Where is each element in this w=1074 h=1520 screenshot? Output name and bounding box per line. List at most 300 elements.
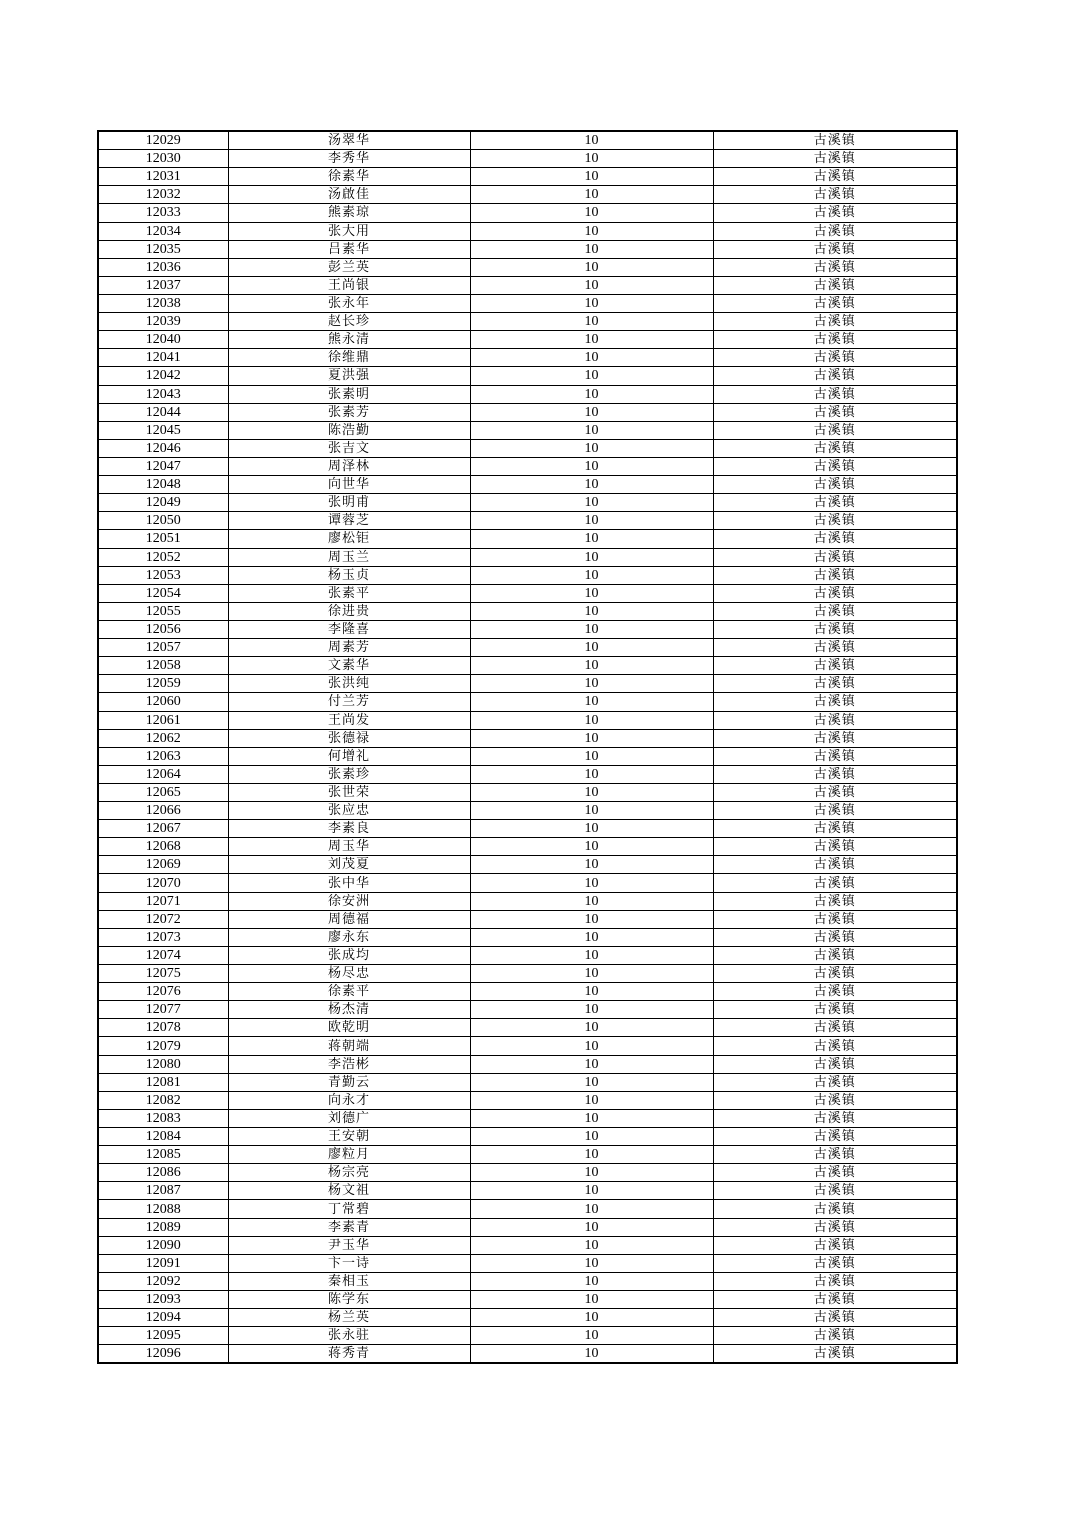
id-cell: 12035 xyxy=(98,240,228,258)
table-row xyxy=(98,204,957,222)
id-cell: 12039 xyxy=(98,313,228,331)
id-cell: 12044 xyxy=(98,403,228,421)
table-row xyxy=(98,512,957,530)
town-cell: 古溪镇 xyxy=(713,1291,957,1309)
table-row xyxy=(98,711,957,729)
id-cell: 12040 xyxy=(98,331,228,349)
table-row xyxy=(98,1109,957,1127)
town-cell: 古溪镇 xyxy=(713,294,957,312)
table-row xyxy=(98,1055,957,1073)
id-cell: 12051 xyxy=(98,530,228,548)
town-cell: 古溪镇 xyxy=(713,584,957,602)
id-cell: 12077 xyxy=(98,1001,228,1019)
town-cell: 古溪镇 xyxy=(713,965,957,983)
town-cell: 古溪镇 xyxy=(713,1200,957,1218)
id-cell: 12048 xyxy=(98,476,228,494)
name-cell: 徐维鼎 xyxy=(228,349,470,367)
table-row xyxy=(98,150,957,168)
id-cell: 12041 xyxy=(98,349,228,367)
amount-cell: 10 xyxy=(470,512,713,530)
name-cell: 张洪纯 xyxy=(228,675,470,693)
name-cell: 卞一诗 xyxy=(228,1254,470,1272)
amount-cell: 10 xyxy=(470,331,713,349)
town-cell: 古溪镇 xyxy=(713,204,957,222)
name-cell: 文素华 xyxy=(228,657,470,675)
id-cell: 12079 xyxy=(98,1037,228,1055)
amount-cell: 10 xyxy=(470,403,713,421)
name-cell: 张永年 xyxy=(228,294,470,312)
town-cell: 古溪镇 xyxy=(713,711,957,729)
name-cell: 秦相玉 xyxy=(228,1272,470,1290)
amount-cell: 10 xyxy=(470,1164,713,1182)
name-cell: 周泽林 xyxy=(228,457,470,475)
town-cell: 古溪镇 xyxy=(713,820,957,838)
town-cell: 古溪镇 xyxy=(713,1327,957,1345)
table-row xyxy=(98,693,957,711)
amount-cell: 10 xyxy=(470,946,713,964)
table-row xyxy=(98,1019,957,1037)
table-row xyxy=(98,1164,957,1182)
amount-cell: 10 xyxy=(470,494,713,512)
amount-cell: 10 xyxy=(470,675,713,693)
town-cell: 古溪镇 xyxy=(713,1254,957,1272)
table-row xyxy=(98,421,957,439)
name-cell: 周玉华 xyxy=(228,838,470,856)
town-cell: 古溪镇 xyxy=(713,928,957,946)
town-cell: 古溪镇 xyxy=(713,186,957,204)
id-cell: 12081 xyxy=(98,1073,228,1091)
name-cell: 汤翠华 xyxy=(228,131,470,150)
name-cell: 徐素华 xyxy=(228,168,470,186)
name-cell: 何增礼 xyxy=(228,747,470,765)
name-cell: 杨宗亮 xyxy=(228,1164,470,1182)
town-cell: 古溪镇 xyxy=(713,856,957,874)
town-cell: 古溪镇 xyxy=(713,1236,957,1254)
id-cell: 12063 xyxy=(98,747,228,765)
name-cell: 王安朝 xyxy=(228,1128,470,1146)
name-cell: 陈浩勤 xyxy=(228,421,470,439)
table-row xyxy=(98,874,957,892)
name-cell: 周德福 xyxy=(228,910,470,928)
name-cell: 蒋朝端 xyxy=(228,1037,470,1055)
amount-cell: 10 xyxy=(470,548,713,566)
table-row xyxy=(98,1001,957,1019)
table-row xyxy=(98,240,957,258)
amount-cell: 10 xyxy=(470,367,713,385)
amount-cell: 10 xyxy=(470,1236,713,1254)
name-cell: 徐进贵 xyxy=(228,602,470,620)
name-cell: 刘德广 xyxy=(228,1109,470,1127)
id-cell: 12074 xyxy=(98,946,228,964)
amount-cell: 10 xyxy=(470,258,713,276)
amount-cell: 10 xyxy=(470,1128,713,1146)
id-cell: 12086 xyxy=(98,1164,228,1182)
name-cell: 丁常碧 xyxy=(228,1200,470,1218)
table-row xyxy=(98,602,957,620)
name-cell: 李素良 xyxy=(228,820,470,838)
amount-cell: 10 xyxy=(470,711,713,729)
id-cell: 12045 xyxy=(98,421,228,439)
name-cell: 李秀华 xyxy=(228,150,470,168)
table-row xyxy=(98,856,957,874)
id-cell: 12059 xyxy=(98,675,228,693)
name-cell: 廖松钜 xyxy=(228,530,470,548)
id-cell: 12082 xyxy=(98,1091,228,1109)
id-cell: 12070 xyxy=(98,874,228,892)
id-cell: 12090 xyxy=(98,1236,228,1254)
id-cell: 12076 xyxy=(98,983,228,1001)
amount-cell: 10 xyxy=(470,729,713,747)
amount-cell: 10 xyxy=(470,910,713,928)
amount-cell: 10 xyxy=(470,1200,713,1218)
id-cell: 12065 xyxy=(98,783,228,801)
town-cell: 古溪镇 xyxy=(713,1164,957,1182)
amount-cell: 10 xyxy=(470,584,713,602)
name-cell: 张明甫 xyxy=(228,494,470,512)
town-cell: 古溪镇 xyxy=(713,240,957,258)
id-cell: 12057 xyxy=(98,639,228,657)
town-cell: 古溪镇 xyxy=(713,222,957,240)
id-cell: 12091 xyxy=(98,1254,228,1272)
name-cell: 廖永东 xyxy=(228,928,470,946)
table-row xyxy=(98,639,957,657)
name-cell: 徐素平 xyxy=(228,983,470,1001)
table-row xyxy=(98,983,957,1001)
id-cell: 12067 xyxy=(98,820,228,838)
table-row xyxy=(98,1218,957,1236)
table-row xyxy=(98,1309,957,1327)
town-cell: 古溪镇 xyxy=(713,657,957,675)
name-cell: 周玉兰 xyxy=(228,548,470,566)
town-cell: 古溪镇 xyxy=(713,403,957,421)
amount-cell: 10 xyxy=(470,421,713,439)
name-cell: 李浩彬 xyxy=(228,1055,470,1073)
table-row xyxy=(98,258,957,276)
table-row xyxy=(98,802,957,820)
town-cell: 古溪镇 xyxy=(713,1182,957,1200)
id-cell: 12062 xyxy=(98,729,228,747)
name-cell: 李素青 xyxy=(228,1218,470,1236)
town-cell: 古溪镇 xyxy=(713,494,957,512)
town-cell: 古溪镇 xyxy=(713,1146,957,1164)
amount-cell: 10 xyxy=(470,620,713,638)
table-row xyxy=(98,783,957,801)
town-cell: 古溪镇 xyxy=(713,421,957,439)
name-cell: 李隆喜 xyxy=(228,620,470,638)
table-row xyxy=(98,439,957,457)
town-cell: 古溪镇 xyxy=(713,783,957,801)
name-cell: 向世华 xyxy=(228,476,470,494)
table-row xyxy=(98,1128,957,1146)
id-cell: 12036 xyxy=(98,258,228,276)
id-cell: 12054 xyxy=(98,584,228,602)
amount-cell: 10 xyxy=(470,639,713,657)
amount-cell: 10 xyxy=(470,1309,713,1327)
name-cell: 尹玉华 xyxy=(228,1236,470,1254)
table-row xyxy=(98,168,957,186)
id-cell: 12038 xyxy=(98,294,228,312)
table-row xyxy=(98,820,957,838)
id-cell: 12069 xyxy=(98,856,228,874)
table-row xyxy=(98,1182,957,1200)
town-cell: 古溪镇 xyxy=(713,1345,957,1364)
amount-cell: 10 xyxy=(470,1055,713,1073)
amount-cell: 10 xyxy=(470,1091,713,1109)
table-row xyxy=(98,457,957,475)
amount-cell: 10 xyxy=(470,1291,713,1309)
name-cell: 廖粒月 xyxy=(228,1146,470,1164)
id-cell: 12078 xyxy=(98,1019,228,1037)
table-row xyxy=(98,928,957,946)
name-cell: 王尚银 xyxy=(228,276,470,294)
table-row xyxy=(98,331,957,349)
town-cell: 古溪镇 xyxy=(713,874,957,892)
name-cell: 张素明 xyxy=(228,385,470,403)
amount-cell: 10 xyxy=(470,820,713,838)
amount-cell: 10 xyxy=(470,874,713,892)
id-cell: 12043 xyxy=(98,385,228,403)
town-cell: 古溪镇 xyxy=(713,168,957,186)
table-row xyxy=(98,222,957,240)
roster-table-body xyxy=(98,131,957,1363)
table-row xyxy=(98,1236,957,1254)
name-cell: 张吉文 xyxy=(228,439,470,457)
amount-cell: 10 xyxy=(470,530,713,548)
amount-cell: 10 xyxy=(470,693,713,711)
id-cell: 12068 xyxy=(98,838,228,856)
id-cell: 12075 xyxy=(98,965,228,983)
name-cell: 熊永清 xyxy=(228,331,470,349)
amount-cell: 10 xyxy=(470,186,713,204)
table-row xyxy=(98,349,957,367)
table-row xyxy=(98,765,957,783)
id-cell: 12061 xyxy=(98,711,228,729)
amount-cell: 10 xyxy=(470,1182,713,1200)
amount-cell: 10 xyxy=(470,747,713,765)
table-row xyxy=(98,1200,957,1218)
table-row xyxy=(98,1272,957,1290)
name-cell: 夏洪强 xyxy=(228,367,470,385)
town-cell: 古溪镇 xyxy=(713,1037,957,1055)
town-cell: 古溪镇 xyxy=(713,1073,957,1091)
name-cell: 吕素华 xyxy=(228,240,470,258)
table-row xyxy=(98,965,957,983)
table-row xyxy=(98,1345,957,1364)
name-cell: 付兰芳 xyxy=(228,693,470,711)
town-cell: 古溪镇 xyxy=(713,1055,957,1073)
amount-cell: 10 xyxy=(470,457,713,475)
id-cell: 12066 xyxy=(98,802,228,820)
id-cell: 12096 xyxy=(98,1345,228,1364)
name-cell: 张素芳 xyxy=(228,403,470,421)
name-cell: 谭蓉芝 xyxy=(228,512,470,530)
amount-cell: 10 xyxy=(470,1327,713,1345)
town-cell: 古溪镇 xyxy=(713,457,957,475)
town-cell: 古溪镇 xyxy=(713,439,957,457)
id-cell: 12056 xyxy=(98,620,228,638)
town-cell: 古溪镇 xyxy=(713,602,957,620)
town-cell: 古溪镇 xyxy=(713,729,957,747)
amount-cell: 10 xyxy=(470,240,713,258)
town-cell: 古溪镇 xyxy=(713,675,957,693)
name-cell: 杨杰清 xyxy=(228,1001,470,1019)
amount-cell: 10 xyxy=(470,313,713,331)
table-row xyxy=(98,747,957,765)
id-cell: 12029 xyxy=(98,131,228,150)
name-cell: 彭兰英 xyxy=(228,258,470,276)
amount-cell: 10 xyxy=(470,385,713,403)
table-row xyxy=(98,1146,957,1164)
table-row xyxy=(98,1291,957,1309)
table-row xyxy=(98,403,957,421)
amount-cell: 10 xyxy=(470,657,713,675)
town-cell: 古溪镇 xyxy=(713,566,957,584)
amount-cell: 10 xyxy=(470,168,713,186)
table-row xyxy=(98,367,957,385)
id-cell: 12050 xyxy=(98,512,228,530)
id-cell: 12084 xyxy=(98,1128,228,1146)
amount-cell: 10 xyxy=(470,1218,713,1236)
town-cell: 古溪镇 xyxy=(713,258,957,276)
id-cell: 12088 xyxy=(98,1200,228,1218)
amount-cell: 10 xyxy=(470,1272,713,1290)
town-cell: 古溪镇 xyxy=(713,1109,957,1127)
amount-cell: 10 xyxy=(470,150,713,168)
table-row xyxy=(98,946,957,964)
id-cell: 12052 xyxy=(98,548,228,566)
name-cell: 王尚发 xyxy=(228,711,470,729)
table-row xyxy=(98,584,957,602)
name-cell: 蒋秀青 xyxy=(228,1345,470,1364)
name-cell: 杨尽忠 xyxy=(228,965,470,983)
id-cell: 12087 xyxy=(98,1182,228,1200)
name-cell: 张大用 xyxy=(228,222,470,240)
table-row xyxy=(98,1073,957,1091)
amount-cell: 10 xyxy=(470,349,713,367)
town-cell: 古溪镇 xyxy=(713,892,957,910)
name-cell: 张素珍 xyxy=(228,765,470,783)
roster-table xyxy=(97,130,958,1364)
amount-cell: 10 xyxy=(470,439,713,457)
town-cell: 古溪镇 xyxy=(713,620,957,638)
town-cell: 古溪镇 xyxy=(713,1019,957,1037)
id-cell: 12046 xyxy=(98,439,228,457)
table-row xyxy=(98,276,957,294)
town-cell: 古溪镇 xyxy=(713,1091,957,1109)
table-row xyxy=(98,892,957,910)
town-cell: 古溪镇 xyxy=(713,693,957,711)
town-cell: 古溪镇 xyxy=(713,802,957,820)
table-row xyxy=(98,910,957,928)
id-cell: 12092 xyxy=(98,1272,228,1290)
amount-cell: 10 xyxy=(470,222,713,240)
table-row xyxy=(98,131,957,150)
name-cell: 张世荣 xyxy=(228,783,470,801)
town-cell: 古溪镇 xyxy=(713,476,957,494)
amount-cell: 10 xyxy=(470,276,713,294)
id-cell: 12031 xyxy=(98,168,228,186)
town-cell: 古溪镇 xyxy=(713,367,957,385)
id-cell: 12033 xyxy=(98,204,228,222)
town-cell: 古溪镇 xyxy=(713,747,957,765)
id-cell: 12058 xyxy=(98,657,228,675)
town-cell: 古溪镇 xyxy=(713,349,957,367)
amount-cell: 10 xyxy=(470,892,713,910)
table-row xyxy=(98,313,957,331)
amount-cell: 10 xyxy=(470,1037,713,1055)
town-cell: 古溪镇 xyxy=(713,946,957,964)
name-cell: 向永才 xyxy=(228,1091,470,1109)
table-row xyxy=(98,494,957,512)
name-cell: 张成均 xyxy=(228,946,470,964)
table-row xyxy=(98,1327,957,1345)
id-cell: 12085 xyxy=(98,1146,228,1164)
table-row xyxy=(98,530,957,548)
amount-cell: 10 xyxy=(470,765,713,783)
town-cell: 古溪镇 xyxy=(713,765,957,783)
amount-cell: 10 xyxy=(470,602,713,620)
id-cell: 12030 xyxy=(98,150,228,168)
town-cell: 古溪镇 xyxy=(713,530,957,548)
amount-cell: 10 xyxy=(470,983,713,1001)
town-cell: 古溪镇 xyxy=(713,838,957,856)
table-row xyxy=(98,620,957,638)
table-row xyxy=(98,566,957,584)
name-cell: 陈学东 xyxy=(228,1291,470,1309)
table-row xyxy=(98,1037,957,1055)
amount-cell: 10 xyxy=(470,856,713,874)
id-cell: 12047 xyxy=(98,457,228,475)
id-cell: 12064 xyxy=(98,765,228,783)
amount-cell: 10 xyxy=(470,204,713,222)
table-row xyxy=(98,1254,957,1272)
town-cell: 古溪镇 xyxy=(713,150,957,168)
name-cell: 杨玉贞 xyxy=(228,566,470,584)
name-cell: 张应忠 xyxy=(228,802,470,820)
town-cell: 古溪镇 xyxy=(713,313,957,331)
amount-cell: 10 xyxy=(470,1109,713,1127)
name-cell: 赵长珍 xyxy=(228,313,470,331)
id-cell: 12073 xyxy=(98,928,228,946)
id-cell: 12095 xyxy=(98,1327,228,1345)
amount-cell: 10 xyxy=(470,928,713,946)
name-cell: 欧乾明 xyxy=(228,1019,470,1037)
id-cell: 12037 xyxy=(98,276,228,294)
table-row xyxy=(98,186,957,204)
amount-cell: 10 xyxy=(470,131,713,150)
id-cell: 12049 xyxy=(98,494,228,512)
name-cell: 杨文祖 xyxy=(228,1182,470,1200)
amount-cell: 10 xyxy=(470,294,713,312)
town-cell: 古溪镇 xyxy=(713,131,957,150)
name-cell: 徐安洲 xyxy=(228,892,470,910)
table-row xyxy=(98,657,957,675)
name-cell: 周素芳 xyxy=(228,639,470,657)
town-cell: 古溪镇 xyxy=(713,276,957,294)
id-cell: 12094 xyxy=(98,1309,228,1327)
table-row xyxy=(98,838,957,856)
town-cell: 古溪镇 xyxy=(713,1272,957,1290)
name-cell: 熊素琼 xyxy=(228,204,470,222)
amount-cell: 10 xyxy=(470,1019,713,1037)
table-row xyxy=(98,476,957,494)
id-cell: 12093 xyxy=(98,1291,228,1309)
id-cell: 12072 xyxy=(98,910,228,928)
id-cell: 12034 xyxy=(98,222,228,240)
town-cell: 古溪镇 xyxy=(713,331,957,349)
id-cell: 12071 xyxy=(98,892,228,910)
town-cell: 古溪镇 xyxy=(713,512,957,530)
